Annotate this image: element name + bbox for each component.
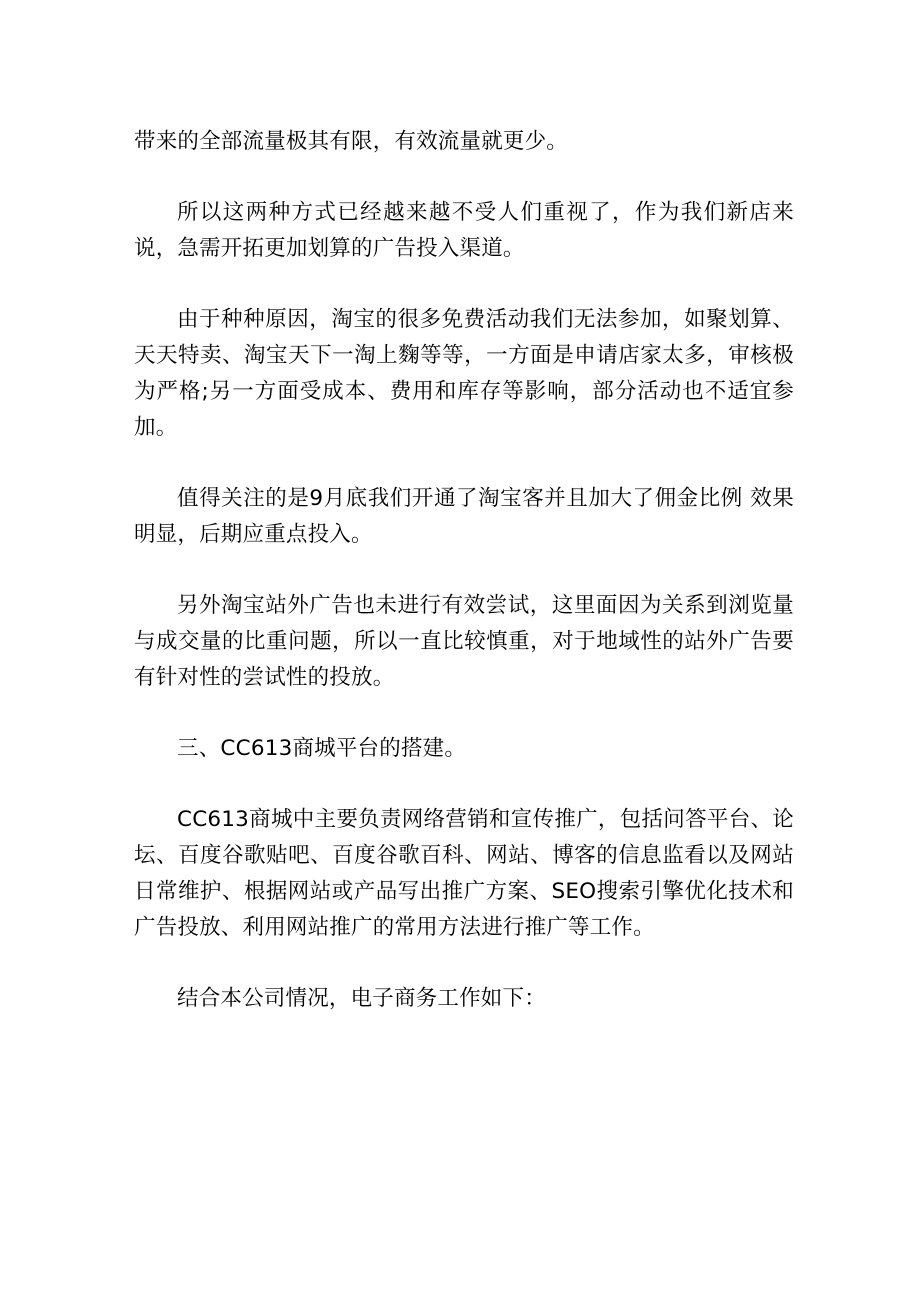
document-body (134, 124, 794, 1017)
paragraph-free-activities: 由于种种原因，淘宝的很多免费活动我们无法参加，如聚划算、天天特卖、淘宝天下一淘上麴等等，一方面是申请店家太多，审核极为严格;另一方面受成本、费用和库存等影响，部分活动也不适宜参加。 (134, 307, 794, 440)
paragraph-ecommerce-work: 结合本公司情况，电子商务工作如下： (177, 986, 546, 1011)
section-heading-cc613: 三、CC613商城平台的搭建。 (177, 736, 467, 761)
paragraph-new-ad-channels: 所以这两种方式已经越来越不受人们重视了，作为我们新店来说，急需开拓更加划算的广告投入渠道。 (134, 200, 794, 261)
paragraph-traffic-limited: 带来的全部流量极其有限，有效流量就更少。 (134, 129, 569, 154)
paragraph-taobaoke: 值得关注的是9月底我们开通了淘宝客并且加大了佣金比例 效果明显，后期应重点投入。 (134, 486, 794, 547)
paragraph-cc613-duties: CC613商城中主要负责网络营销和宣传推广，包括问答平台、论坛、百度谷歌贴吧、百度谷歌百科、网站、博客的信息监看以及网站日常维护、根据网站或产品写出推广方案、SEO搜索引擎优化技术和广告投放、利用网站推广的常用方法进行推广等工作。 (134, 807, 794, 940)
paragraph-offsite-ads: 另外淘宝站外广告也未进行有效尝试，这里面因为关系到浏览量与成交量的比重问题，所以一直比较慎重，对于地域性的站外广告要有针对性的尝试性的投放。 (134, 593, 794, 690)
